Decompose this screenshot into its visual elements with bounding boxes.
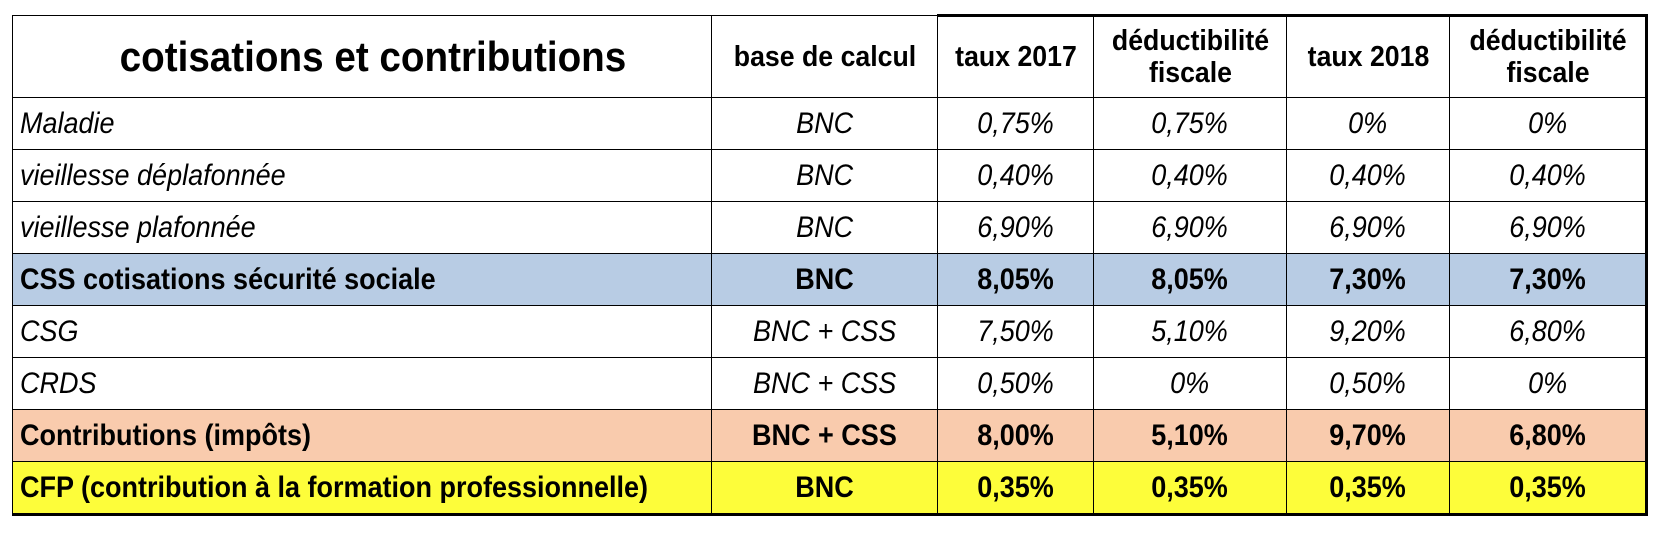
header-title: cotisations et contributions: [40, 16, 683, 98]
row-deduc-2018: [1450, 98, 1647, 150]
cell-text: BNC: [795, 210, 854, 244]
cell-text: 0,35%: [1509, 470, 1586, 504]
cell-text: BNC + CSS: [752, 314, 897, 348]
header-deductibilite-2017: [1101, 16, 1279, 98]
row-taux-2017: [938, 202, 1094, 254]
cell-text: 5,10%: [1151, 418, 1229, 452]
header-deductibilite-2018-line1: déductibilité: [1468, 25, 1627, 57]
row-label-vieillesse-deplafonnee: [13, 150, 712, 202]
row-taux-2017: [938, 358, 1094, 410]
cell-text: 0,75%: [977, 106, 1054, 140]
cell-text: vieillesse déplafonnée: [20, 158, 286, 192]
contributions-table: [12, 14, 1648, 516]
table-row-contributions-total: [13, 410, 1647, 462]
row-deduc-2017: [1094, 150, 1287, 202]
header-taux-2017: taux 2017: [944, 16, 1088, 98]
row-deduc-2018: [1450, 462, 1647, 515]
cell-text: 6,90%: [1151, 210, 1229, 244]
cell-text: 0,40%: [1509, 158, 1586, 192]
row-taux-2018: [1287, 254, 1450, 306]
cell-text: 0,35%: [1151, 470, 1229, 504]
cell-text: 6,90%: [977, 210, 1054, 244]
row-deduc-2018: [1450, 410, 1647, 462]
row-taux-2017: [938, 462, 1094, 515]
row-taux-2017: [938, 410, 1094, 462]
table-row-css-total: [13, 254, 1647, 306]
header-deductibilite-2017-line2: fiscale: [1148, 57, 1232, 89]
row-base: [712, 202, 938, 254]
row-deduc-2017: [1094, 410, 1287, 462]
row-deduc-2018: [1450, 202, 1647, 254]
cell-text: 6,80%: [1509, 314, 1586, 348]
cell-text: CRDS: [20, 366, 97, 400]
cell-text: 0,35%: [977, 470, 1054, 504]
row-label-csg: [13, 306, 712, 358]
table-row: [13, 98, 1647, 150]
cell-text: BNC: [795, 262, 854, 296]
row-base: [712, 306, 938, 358]
row-label-maladie: [13, 98, 712, 150]
cell-text: 0,40%: [1329, 158, 1407, 192]
row-taux-2018: [1287, 98, 1450, 150]
table-row: [13, 306, 1647, 358]
cell-text: Contributions (impôts): [20, 418, 311, 452]
header-taux-2018: taux 2018: [1293, 16, 1443, 98]
cell-text: BNC: [795, 158, 854, 192]
cell-text: 8,05%: [1151, 262, 1229, 296]
row-taux-2018: [1287, 358, 1450, 410]
row-label-vieillesse-plafonnee: [13, 202, 712, 254]
row-taux-2018: [1287, 202, 1450, 254]
cell-text: CSG: [20, 314, 79, 348]
cell-text: 6,80%: [1509, 418, 1586, 452]
row-taux-2017: [938, 98, 1094, 150]
row-deduc-2018: [1450, 306, 1647, 358]
cell-text: 9,20%: [1329, 314, 1407, 348]
cell-text: 7,30%: [1329, 262, 1407, 296]
row-label-css: [13, 254, 712, 306]
row-label-crds: [13, 358, 712, 410]
row-base: [712, 462, 938, 515]
cell-text: BNC: [795, 470, 854, 504]
cell-text: BNC + CSS: [752, 366, 897, 400]
header-base: base de calcul: [721, 16, 929, 98]
cell-text: 0,50%: [1329, 366, 1407, 400]
row-base: [712, 254, 938, 306]
header-deductibilite-2018: [1457, 16, 1638, 98]
header-row: [13, 16, 1647, 98]
table-row: [13, 202, 1647, 254]
cell-text: 8,05%: [977, 262, 1054, 296]
table-row: [13, 358, 1647, 410]
row-taux-2018: [1287, 410, 1450, 462]
row-base: [712, 98, 938, 150]
row-taux-2017: [938, 306, 1094, 358]
cell-text: vieillesse plafonnée: [20, 210, 256, 244]
row-deduc-2017: [1094, 98, 1287, 150]
cell-text: BNC: [795, 106, 854, 140]
row-taux-2018: [1287, 306, 1450, 358]
row-deduc-2017: [1094, 462, 1287, 515]
row-deduc-2018: [1450, 150, 1647, 202]
cell-text: 0,50%: [977, 366, 1054, 400]
cell-text: 0%: [1348, 106, 1388, 140]
cell-text: 7,30%: [1509, 262, 1586, 296]
row-base: [712, 410, 938, 462]
row-deduc-2017: [1094, 306, 1287, 358]
cell-text: 0,75%: [1151, 106, 1229, 140]
table-row: [13, 150, 1647, 202]
row-label-contributions: [13, 410, 712, 462]
cell-text: 6,90%: [1509, 210, 1586, 244]
cell-text: 0%: [1527, 366, 1568, 400]
header-deductibilite-2018-line2: fiscale: [1505, 57, 1590, 89]
header-deductibilite-2017-line1: déductibilité: [1111, 25, 1269, 57]
cell-text: 7,50%: [977, 314, 1054, 348]
cell-text: BNC + CSS: [752, 418, 897, 452]
cell-text: 0,40%: [977, 158, 1054, 192]
row-deduc-2018: [1450, 254, 1647, 306]
row-deduc-2017: [1094, 358, 1287, 410]
cell-text: 0%: [1170, 366, 1210, 400]
cell-text: 9,70%: [1329, 418, 1407, 452]
cell-text: 5,10%: [1151, 314, 1229, 348]
cell-text: CSS cotisations sécurité sociale: [20, 262, 436, 296]
row-taux-2018: [1287, 150, 1450, 202]
cell-text: CFP (contribution à la formation professionnelle): [20, 470, 649, 504]
table-row-cfp: [13, 462, 1647, 515]
row-taux-2017: [938, 254, 1094, 306]
cell-text: 0,35%: [1329, 470, 1407, 504]
row-base: [712, 358, 938, 410]
cell-text: 8,00%: [977, 418, 1054, 452]
cell-text: 0%: [1527, 106, 1568, 140]
row-taux-2018: [1287, 462, 1450, 515]
row-label-cfp: [13, 462, 712, 515]
row-deduc-2017: [1094, 202, 1287, 254]
cell-text: 0,40%: [1151, 158, 1229, 192]
row-deduc-2017: [1094, 254, 1287, 306]
row-taux-2017: [938, 150, 1094, 202]
cell-text: 6,90%: [1329, 210, 1407, 244]
cell-text: Maladie: [20, 106, 115, 140]
row-deduc-2018: [1450, 358, 1647, 410]
row-base: [712, 150, 938, 202]
